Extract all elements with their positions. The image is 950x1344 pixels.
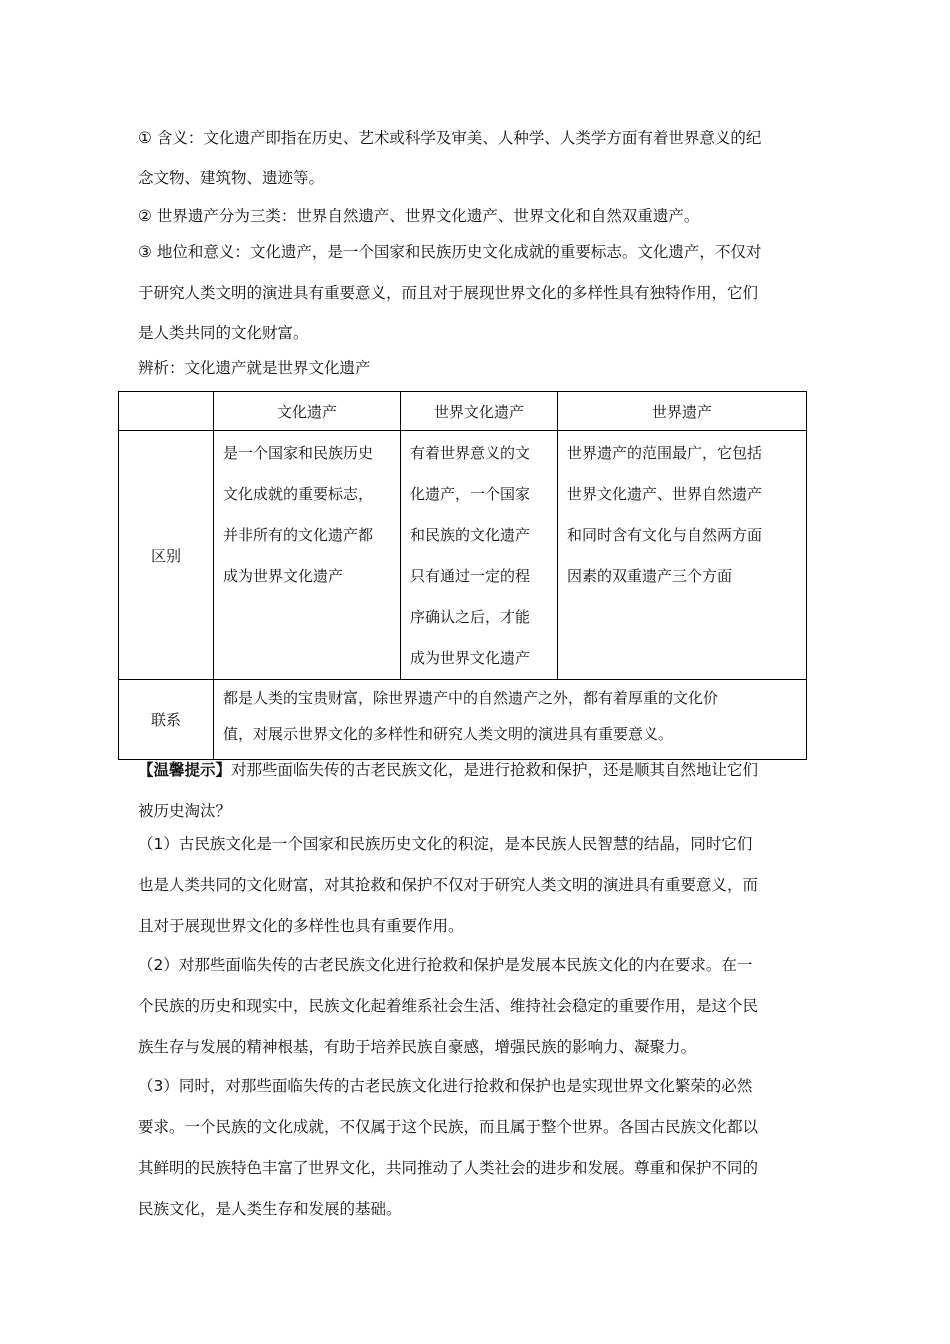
cell-line: 和同时含有文化与自然两方面: [567, 526, 763, 544]
header-cultural-heritage: 文化遗产: [214, 392, 401, 431]
cell-line: 世界文化遗产、世界自然遗产: [567, 485, 763, 503]
tip-label: 【温馨提示】: [138, 761, 232, 779]
cell-line: 世界遗产的范围最广，它包括: [567, 444, 763, 462]
difference-world-cultural-heritage: [401, 431, 558, 680]
cell-line: 值，对展示世界文化的多样性和研究人类文明的演进具有重要意义。: [223, 725, 674, 743]
cell-line: 有着世界意义的文: [410, 444, 531, 462]
item-3-line-2: 于研究人类文明的演进具有重要意义，而且对于展现世界文化的多样性具有独特作用，它们: [138, 284, 759, 302]
paragraph-line: 其鲜明的民族特色丰富了世界文化，共同推动了人类社会的进步和发展。尊重和保护不同的: [138, 1159, 759, 1177]
cell-line: 成为世界文化遗产: [410, 649, 531, 667]
comparison-table: [118, 391, 807, 760]
item-1-line-1: ① 含义：文化遗产即指在历史、艺术或科学及审美、人种学、人类学方面有着世界意义的纪: [138, 129, 762, 147]
paragraph-line: （1）古民族文化是一个国家和民族历史文化的积淀，是本民族人民智慧的结晶，同时它们: [138, 835, 753, 853]
paragraph-line: 且对于展现世界文化的多样性也具有重要作用。: [138, 917, 464, 935]
item-1-line-2: 念文物、建筑物、遗迹等。: [138, 169, 325, 187]
tip-paragraph-1: [138, 834, 818, 957]
header-world-cultural-heritage: 世界文化遗产: [401, 392, 558, 431]
cell-line: 序确认之后，才能: [410, 608, 531, 626]
difference-world-heritage: [558, 431, 807, 680]
cell-line: 成为世界文化遗产: [223, 567, 344, 585]
table-row-difference: [119, 431, 807, 680]
paragraph-line: 民族文化，是人类生存和发展的基础。: [138, 1200, 402, 1218]
cell-line: 只有通过一定的程: [410, 567, 531, 585]
difference-cultural-heritage: [214, 431, 401, 680]
cell-line: 和民族的文化遗产: [410, 526, 531, 544]
paragraph-line: 族生存与发展的精神根基，有助于培养民族自豪感，增强民族的影响力、凝聚力。: [138, 1038, 697, 1056]
table-header-row: [119, 392, 807, 431]
cell-line: 是一个国家和民族历史: [223, 444, 374, 462]
cell-line: 文化成就的重要标志，: [223, 485, 374, 503]
paragraph-line: 要求。一个民族的文化成就，不仅属于这个民族，而且属于整个世界。各国古民族文化都以: [138, 1118, 759, 1136]
cell-line: 因素的双重遗产三个方面: [567, 567, 733, 585]
paragraph-line: （3）同时，对那些面临失传的古老民族文化进行抢救和保护也是实现世界文化繁荣的必然: [138, 1077, 753, 1095]
relation-label: 联系: [119, 680, 214, 760]
paragraph-line: 也是人类共同的文化财富，对其抢救和保护不仅对于研究人类文明的演进具有重要意义，而: [138, 876, 759, 894]
tip-question: 对那些面临失传的古老民族文化，是进行抢救和保护，还是顺其自然地让它们: [231, 761, 759, 779]
item-3-line-1: ③ 地位和意义：文化遗产，是一个国家和民族历史文化成就的重要标志。文化遗产，不仅对: [138, 243, 762, 261]
table-row-relation: [119, 680, 807, 760]
tip-line-2: 被历史淘汰？: [138, 802, 232, 820]
paragraph-line: （2）对那些面临失传的古老民族文化进行抢救和保护是发展本民族文化的内在要求。在一: [138, 956, 753, 974]
cell-line: 化遗产，一个国家: [410, 485, 531, 503]
tip-paragraph-3: [138, 1076, 818, 1240]
paragraph-line: 个民族的历史和现实中，民族文化起着维系社会生活、维持社会稳定的重要作用，是这个民: [138, 997, 759, 1015]
item-2: ② 世界遗产分为三类：世界自然遗产、世界文化遗产、世界文化和自然双重遗产。: [138, 207, 700, 225]
tip-line-1: [138, 760, 758, 780]
header-empty: [119, 392, 214, 431]
cell-line: 都是人类的宝贵财富，除世界遗产中的自然遗产之外，都有着厚重的文化价: [223, 689, 719, 707]
item-3-line-3: 是人类共同的文化财富。: [138, 324, 309, 342]
cell-line: 并非所有的文化遗产都: [223, 526, 374, 544]
header-world-heritage: 世界遗产: [558, 392, 807, 431]
tip-paragraph-2: [138, 955, 818, 1078]
analysis-label: 辨析：文化遗产就是世界文化遗产: [138, 359, 371, 377]
difference-label: 区别: [119, 431, 214, 680]
relation-content: [214, 680, 807, 760]
